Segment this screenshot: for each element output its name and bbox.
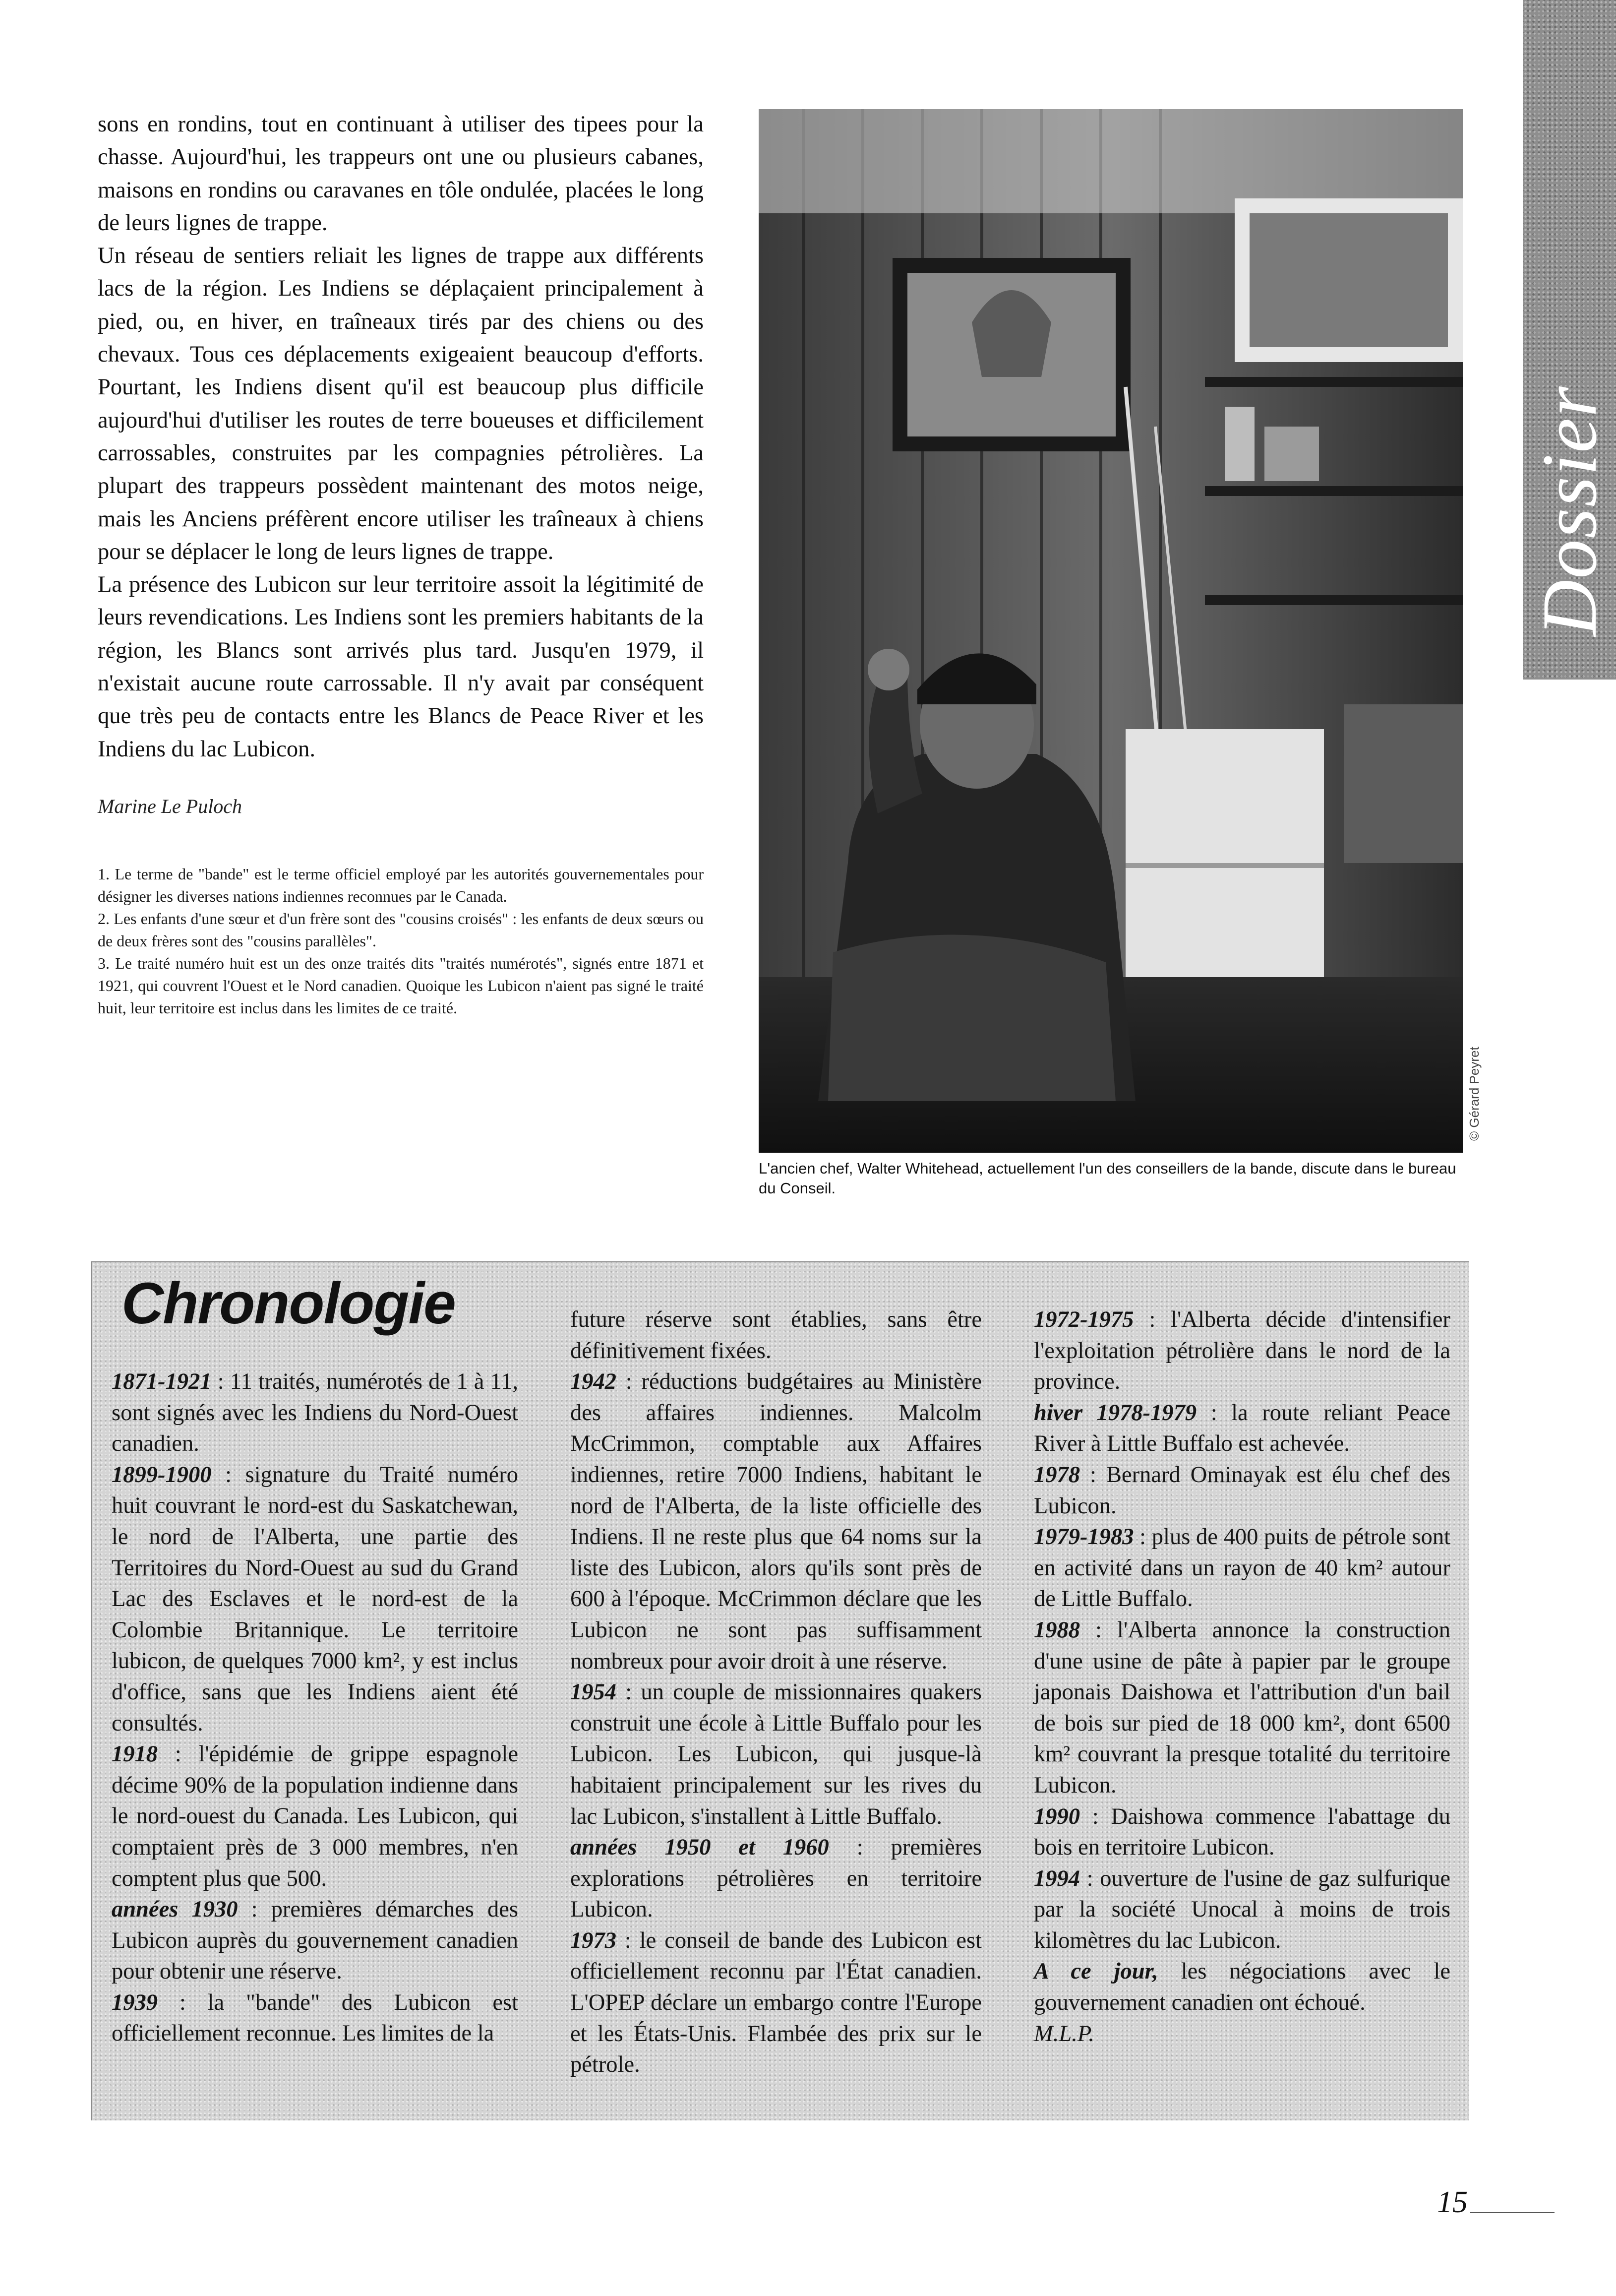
chronology-text: : réductions budgétaires au Ministère des affaires indiennes. Malcolm McCrimmon, comptable aux Affaires indiennes, retire 7000 Indiens, habitant le nord de l'Alberta, de la liste officielle des Indiens. Il ne reste plus que 64 noms sur la liste des Lubicon, alors qu'ils sont près de 600 à l'époque. McCrimmon déclare que les Lubicon ne sont pas suffisamment nombreux pour avoir droit à une réserve.	[570, 1369, 982, 1674]
chronology-year: 1871-1921	[112, 1369, 212, 1394]
footnote: 1. Le terme de "bande" est le terme officiel employé par les autorités gouvernementales pour désigner les diverses nations indiennes reconnues par le Canada.	[98, 865, 704, 905]
footnote: 3. Le traité numéro huit est un des onze traités dits "traités numérotés", signés entre 1871 et 1921, qui couvrent l'Ouest et le Nord canadien. Quoique les Lubicon n'aient pas signé le traité huit, leur territoire est inclus dans les limites de ce traité.	[98, 954, 704, 1017]
chronology-text: : l'Alberta annonce la construction d'une usine de pâte à papier par le groupe japonais Daishowa et l'attribution d'un bail de bois sur pied de 18 000 km², dont 6500 km² couvrant la presque totalité du territoire Lubicon.	[1034, 1617, 1450, 1798]
chronology-year: 1988	[1034, 1617, 1080, 1643]
chronology-year: 1973	[570, 1927, 616, 1953]
photograph	[759, 109, 1463, 1153]
article-paragraph: Un réseau de sentiers reliait les lignes de trappe aux différents lacs de la région. Les Indiens se déplaçaient principalement à pied, ou, en hiver, en traîneaux tirés par des chiens ou des chevaux. Tous ces déplacements exigeaient beaucoup d'efforts. Pourtant, les Indiens disent qu'il est beaucoup plus difficile aujourd'hui d'utiliser les routes de terre boueuses et difficilement carrossables, construites par les compagnies pétrolières. La plupart des trappeurs possèdent maintenant des motos neige, mais les Anciens préfèrent encore utiliser les traîneaux à chiens pour se déplacer le long de leurs lignes de trappe.	[98, 243, 704, 564]
chronology-text: : premières explorations pétrolières en territoire Lubicon.	[570, 1835, 982, 1923]
chronology-text: : ouverture de l'usine de gaz sulfurique par la société Unocal à moins de trois kilomètres du lac Lubicon.	[1034, 1865, 1450, 1953]
chronology-title: Chronologie	[121, 1271, 455, 1336]
footnotes	[98, 863, 704, 1019]
chronology-year: 1899-1900	[112, 1462, 212, 1488]
article-author: Marine Le Puloch	[98, 795, 242, 817]
chronology-column-3	[1034, 1304, 1450, 2049]
chronology-year: 1979-1983	[1034, 1524, 1134, 1550]
chronology-text: : plus de 400 puits de pétrole sont en activité dans un rayon de 40 km² autour de Little Buffalo.	[1034, 1524, 1450, 1612]
chronology-year: années 1950 et 1960	[570, 1835, 829, 1861]
chronology-text: : la "bande" des Lubicon est officiellement reconnue. Les limites de la	[112, 1989, 518, 2047]
chronology-entry	[1034, 1398, 1450, 1460]
chronology-text: : Bernard Ominayak est élu chef des Lubicon.	[1034, 1462, 1450, 1519]
chronology-text: : premières démarches des Lubicon auprès du gouvernement canadien pour obtenir une réserve.	[112, 1897, 518, 1985]
article-paragraph: La présence des Lubicon sur leur territoire assoit la légitimité de leurs revendications. Les Indiens sont les premiers habitants de la région, les Blancs sont arrivés plus tard. Jusqu'en 1979, il n'existait aucune route carrossable. Il n'y avait par conséquent que très peu de contacts entre les Blancs de Peace River et les Indiens du lac Lubicon.	[98, 572, 704, 762]
section-tab-label: Dossier	[1526, 385, 1613, 636]
article-body	[98, 108, 704, 766]
chronology-entry	[570, 1304, 982, 1366]
chronology-entry	[1034, 1522, 1450, 1615]
chronology-text: : l'épidémie de grippe espagnole décime 90% de la population indienne dans le nord-ouest du Canada. Les Lubicon, qui comptaient près de 3 000 membres, n'en comptent plus que 500.	[112, 1741, 518, 1891]
footnote: 2. Les enfants d'une sœur et d'un frère sont des "cousins croisés" : les enfants de deux sœurs ou de deux frères sont des "cousins parallèles".	[98, 910, 704, 950]
chronology-entry	[112, 1987, 518, 2049]
chronology-entry	[112, 1366, 518, 1460]
photo-credit: © Gérard Peyret	[1467, 1047, 1482, 1141]
chronology-signature	[1034, 2019, 1450, 2050]
chronology-year: 1994	[1034, 1865, 1080, 1891]
chronology-year: 1972-1975	[1034, 1307, 1134, 1332]
chronology-text: : l'Alberta décide d'intensifier l'exploitation pétrolière dans le nord de la province.	[1034, 1307, 1450, 1395]
chronology-text: M.L.P.	[1034, 2021, 1094, 2047]
chronology-text: les négociations avec le gouvernement canadien ont échoué.	[1034, 1959, 1450, 2016]
chronology-year: 1942	[570, 1369, 616, 1395]
chronology-text: future réserve sont établies, sans être définitivement fixées.	[570, 1307, 982, 1364]
chronology-year: 1939	[112, 1989, 158, 2015]
chronology-year: 1978	[1034, 1462, 1080, 1488]
page-number: 15	[1437, 2185, 1468, 2219]
chronology-year: années 1930	[112, 1897, 238, 1923]
chronology-entry	[112, 1894, 518, 1987]
section-tab	[1523, 0, 1616, 680]
photo-caption: L'ancien chef, Walter Whitehead, actuellement l'un des conseillers de la bande, discute dans le bureau du Conseil.	[759, 1160, 1456, 1197]
footer-rule	[1470, 2212, 1555, 2213]
chronology-entry	[570, 1366, 982, 1677]
chronology-text: : signature du Traité numéro huit couvrant le nord-est du Saskatchewan, le nord de l'Alberta, une partie des Territoires du Nord-Ouest au sud du Grand Lac des Esclaves et le nord-est de la Colombie Britannique. Le territoire lubicon, de quelques 7000 km², y est inclus d'office, sans que les Indiens aient été consultés.	[112, 1462, 518, 1736]
chronology-text: : un couple de missionnaires quakers construit une école à Little Buffalo pour les Lubicon. Les Lubicon, qui jusque-là habitaient principalement sur les rives du lac Lubicon, s'installent à Little Buffalo.	[570, 1679, 982, 1829]
chronology-entry	[1034, 1615, 1450, 1801]
photograph-illustration	[759, 109, 1463, 1153]
chronology-column-1	[112, 1366, 518, 2049]
chronology-text: : la route reliant Peace River à Little Buffalo est achevée.	[1034, 1400, 1450, 1457]
article-paragraph: sons en rondins, tout en continuant à utiliser des tipees pour la chasse. Aujourd'hui, les trappeurs ont une ou plusieurs cabanes, maisons en rondins ou caravanes en tôle ondulée, placées le long de leurs lignes de trappe.	[98, 112, 704, 236]
chronology-entry	[1034, 1801, 1450, 1863]
chronology-year: hiver 1978-1979	[1034, 1400, 1197, 1426]
chronology-entry	[1034, 1956, 1450, 2018]
chronology-year: 1918	[112, 1741, 158, 1767]
chronology-entry	[112, 1739, 518, 1894]
chronology-entry	[1034, 1304, 1450, 1398]
chronology-text: : 11 traités, numérotés de 1 à 11, sont signés avec les Indiens du Nord-Ouest canadien.	[112, 1369, 518, 1457]
chronology-column-2	[570, 1304, 982, 2081]
chronology-text: : le conseil de bande des Lubicon est officiellement reconnu par l'État canadien. L'OPEP déclare un embargo contre l'Europe et les États-Unis. Flambée des prix sur le pétrole.	[570, 1927, 982, 2078]
chronology-entry	[1034, 1863, 1450, 1957]
chronology-year: 1954	[570, 1679, 616, 1705]
chronology-entry	[570, 1677, 982, 1832]
chronology-year: 1990	[1034, 1803, 1080, 1829]
chronology-entry	[1034, 1460, 1450, 1522]
chronology-entry	[112, 1460, 518, 1739]
chronology-year: A ce jour,	[1034, 1959, 1158, 1985]
chronology-text: : Daishowa commence l'abattage du bois en territoire Lubicon.	[1034, 1803, 1450, 1861]
chronology-entry	[570, 1832, 982, 1925]
chronology-entry	[570, 1925, 982, 2081]
